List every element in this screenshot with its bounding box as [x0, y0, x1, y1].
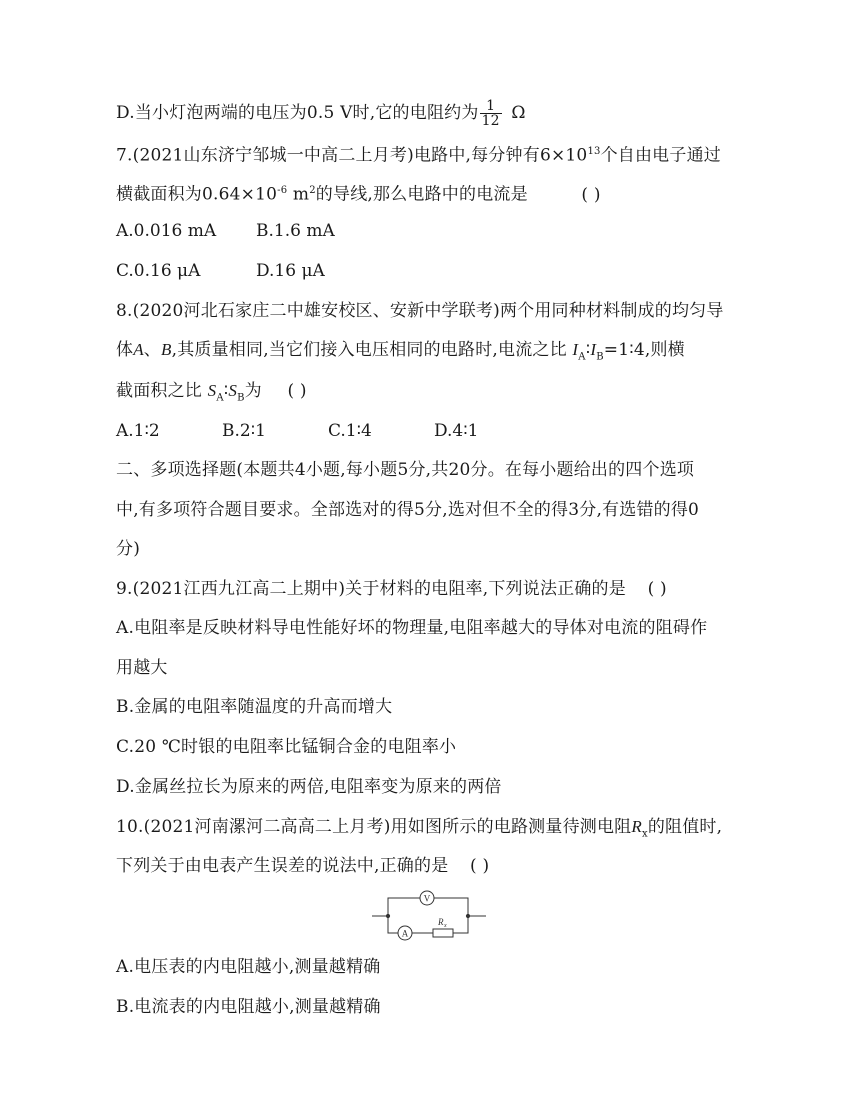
q8-text: 、	[143, 340, 161, 360]
q9-option-d	[116, 775, 756, 799]
variable: A	[133, 340, 144, 359]
q8-text: =1∶4,则横	[603, 340, 685, 360]
q7-option-b: B.1.6 mA	[256, 221, 335, 241]
section2-text: 二、多项选择题(本题共4小题,每小题5分,共20分。在每小题给出的四个选项	[116, 460, 695, 480]
section2-text: 中,有多项符合题目要求。全部选对的得5分,选对但不全的得3分,有选错的得0	[116, 500, 700, 520]
section2-heading-line2	[116, 498, 756, 522]
q7-text: 7.(2021山东济宁邹城一中高二上月考)电路中,每分钟有6×10	[116, 145, 588, 166]
q9-option-a: 用越大	[116, 658, 168, 678]
unit-ohm: Ω	[511, 103, 526, 123]
q7-text: m	[287, 184, 310, 205]
variable: I	[590, 340, 597, 359]
fraction-denominator: 12	[481, 113, 500, 129]
q9-option-d-text: D.金属丝拉长为原来的两倍,电阻率变为原来的两倍	[116, 777, 502, 797]
q8-option-b: B.2∶1	[222, 421, 266, 441]
q8-text: 体	[116, 340, 134, 360]
q9-option-c-text: C.20 ℃时银的电阻率比锰铜合金的电阻率小	[116, 737, 457, 757]
q7-text: 的导线,那么电路中的电流是	[315, 184, 528, 205]
q7-text: 横截面积为0.64×10	[116, 184, 278, 205]
variable: S	[228, 381, 238, 400]
q7-stem-line1	[116, 140, 756, 168]
section2-heading-line3	[116, 537, 756, 561]
q10-option-a-text: A.电压表的内电阻越小,测量越精确	[116, 957, 381, 977]
variable: I	[572, 340, 579, 359]
q8-option-c: C.1∶4	[328, 421, 372, 441]
section2-heading-line1	[116, 458, 756, 482]
q7-stem-line2	[116, 179, 756, 207]
subscript: A	[578, 351, 586, 363]
q7-text: 个自由电子通过	[600, 145, 721, 166]
q6-option-d-text: D.当小灯泡两端的电压为0.5 V时,它的电阻约为	[116, 103, 479, 123]
subscript: B	[237, 392, 245, 404]
q8-text: 截面积之比	[116, 381, 202, 401]
q9-option-c	[116, 735, 756, 759]
q9-stem	[116, 577, 756, 601]
variable: B	[161, 340, 172, 359]
q8-option-a: A.1∶2	[116, 421, 160, 441]
q8-text: 为	[244, 381, 262, 401]
variable: R	[631, 817, 642, 836]
q9-option-b	[116, 695, 756, 719]
exponent: 13	[587, 146, 601, 157]
bottom-branch-wire	[453, 916, 468, 933]
circuit-diagram	[370, 886, 488, 942]
answer-bracket: ( )	[647, 579, 667, 599]
q9-option-a-line1	[116, 616, 756, 640]
subscript: x	[641, 828, 648, 840]
q7-option-a: A.0.016 mA	[116, 221, 217, 241]
answer-bracket: ( )	[287, 381, 307, 401]
q10-text: 的阻值时,	[647, 817, 723, 837]
top-branch-wire	[388, 898, 420, 916]
q6-option-d	[116, 99, 756, 128]
q8-stem-line1	[116, 299, 756, 323]
q7-option-c: C.0.16 μA	[116, 261, 201, 281]
q10-stem-line2	[116, 854, 756, 878]
q9-option-b-text: B.金属的电阻率随温度的升高而增大	[116, 697, 393, 717]
ratio-colon: ∶	[585, 340, 591, 360]
section2-text: 分)	[116, 539, 141, 559]
q10-option-b-text: B.电流表的内电阻越小,测量越精确	[116, 997, 381, 1017]
q7-options-row2	[116, 259, 325, 283]
q7-options-row1	[116, 219, 335, 243]
exponent: -6	[277, 185, 288, 196]
q9-option-a: A.电阻率是反映材料导电性能好坏的物理量,电阻率越大的导体对电流的阻碍作	[116, 618, 708, 638]
top-branch-wire	[434, 898, 468, 916]
fraction	[480, 99, 502, 128]
q10-text: 10.(2021河南漯河二高高二上月考)用如图所示的电路测量待测电阻	[116, 817, 632, 837]
q7-option-d: D.16 μA	[256, 261, 325, 281]
ammeter-label: A	[401, 928, 409, 939]
q9-text: 9.(2021江西九江高二上期中)关于材料的电阻率,下列说法正确的是	[116, 579, 626, 599]
subscript: A	[216, 392, 224, 404]
subscript: B	[596, 351, 604, 363]
q8-text: ,其质量相同,当它们接入电压相同的电路时,电流之比	[171, 340, 567, 360]
answer-bracket: ( )	[581, 184, 601, 205]
q10-text: 下列关于由电表产生误差的说法中,正确的是	[116, 856, 449, 876]
variable: S	[207, 381, 217, 400]
q8-text: 8.(2020河北石家庄二中雄安校区、安新中学联考)两个用同种材料制成的均匀导	[116, 301, 724, 321]
q8-stem-line3	[116, 379, 756, 410]
resistor-subscript: x	[444, 923, 447, 929]
resistor-label: R	[438, 917, 444, 927]
resistor-symbol	[433, 929, 453, 937]
q8-options-row	[116, 419, 478, 443]
q10-option-a	[116, 955, 756, 979]
answer-bracket: ( )	[470, 856, 490, 876]
ratio-colon: ∶	[223, 381, 229, 401]
exponent: 2	[309, 185, 316, 196]
q10-stem-line1	[116, 815, 756, 846]
q8-option-d: D.4∶1	[434, 421, 479, 441]
q10-option-b	[116, 995, 756, 1019]
voltmeter-label: V	[423, 893, 431, 904]
q9-option-a-line2	[116, 656, 756, 680]
q8-stem-line2	[116, 338, 756, 369]
bottom-branch-wire	[388, 916, 398, 933]
fraction-numerator: 1	[480, 99, 502, 114]
